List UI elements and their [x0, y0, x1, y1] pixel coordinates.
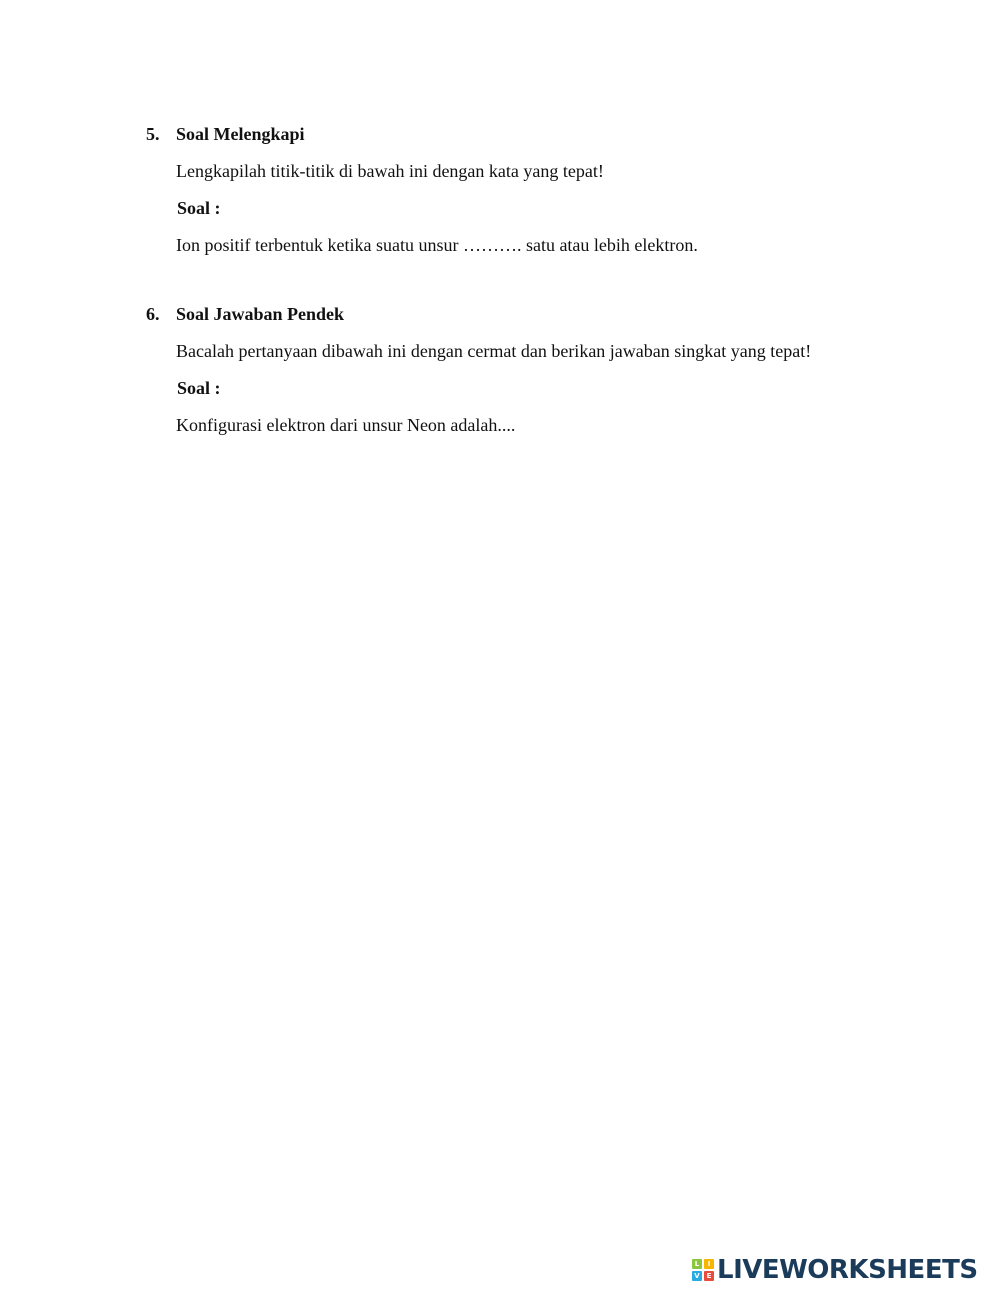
liveworksheets-branding	[692, 1255, 978, 1285]
section-heading	[146, 122, 906, 146]
brand-wordmark: LIVEWORKSHEETS	[717, 1255, 978, 1285]
logo-tile: V	[692, 1271, 702, 1281]
section-number: 6.	[146, 304, 160, 324]
question-section-6	[146, 302, 906, 437]
soal-label: Soal :	[177, 378, 221, 398]
question-text: Ion positif terbentuk ketika suatu unsur ………. satu atau lebih elektron.	[176, 235, 698, 255]
section-number: 5.	[146, 124, 160, 144]
soal-label: Soal :	[177, 198, 221, 218]
logo-tile: L	[692, 1259, 702, 1269]
section-instruction: Lengkapilah titik-titik di bawah ini dengan kata yang tepat!	[176, 161, 604, 181]
logo-tile: E	[704, 1271, 714, 1281]
logo-tile: I	[704, 1259, 714, 1269]
question-section-5	[146, 122, 906, 257]
section-heading	[146, 302, 906, 326]
section-title: Soal Jawaban Pendek	[176, 304, 345, 324]
liveworksheets-logo-icon	[692, 1259, 714, 1281]
section-title: Soal Melengkapi	[176, 124, 305, 144]
section-instruction: Bacalah pertanyaan dibawah ini dengan cermat dan berikan jawaban singkat yang tepat!	[176, 341, 812, 361]
question-text: Konfigurasi elektron dari unsur Neon adalah....	[176, 415, 516, 435]
